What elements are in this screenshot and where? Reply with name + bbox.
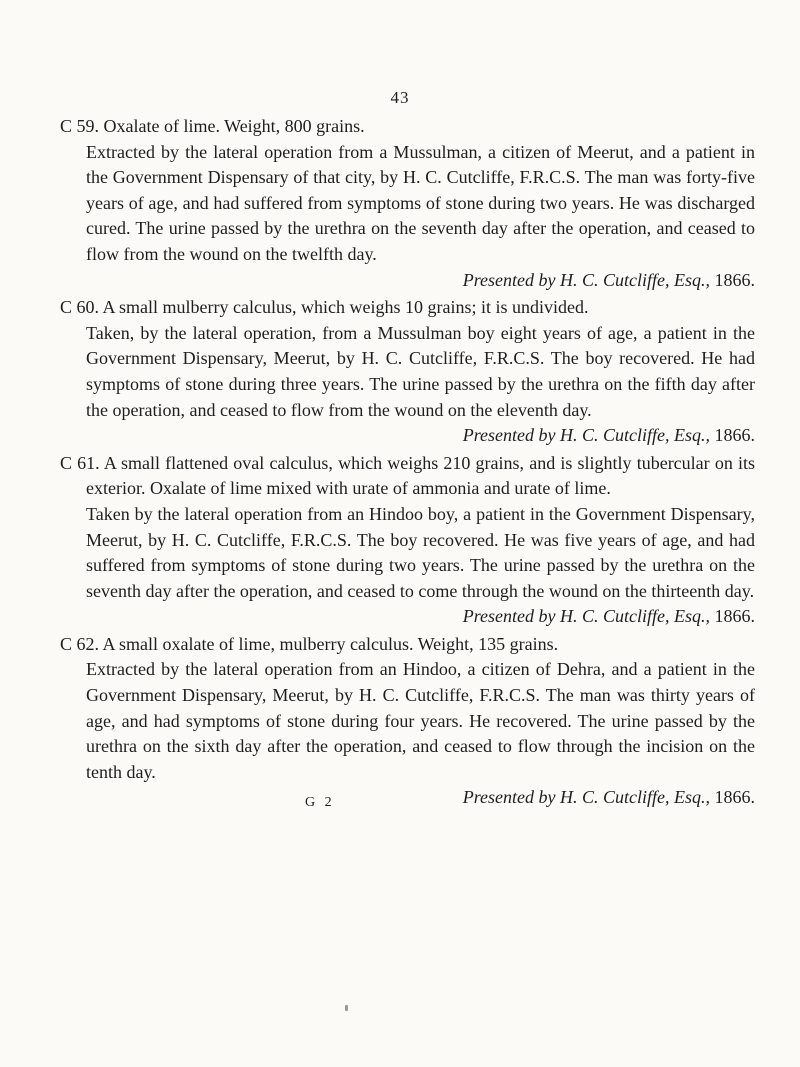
entry-description: A small oxalate of lime, mulberry calculus. Weight, 135 grains.	[102, 633, 559, 654]
entry-credit	[60, 785, 755, 811]
entry-description: A small mulberry calculus, which weighs 10 grains; it is undivided.	[102, 297, 589, 318]
catalogue-entry-c60	[60, 295, 755, 449]
credit-year: 1866.	[714, 269, 755, 290]
entry-description: Oxalate of lime. Weight, 800 grains.	[103, 116, 365, 136]
credit-year: 1866.	[714, 425, 755, 446]
catalogue-entry-c62	[60, 632, 755, 811]
entry-paragraph: Extracted by the lateral operation from an Hindoo, a citizen of Dehra, and a patient in the Government Dispensary, Meerut, by H. C. Cutcliffe, F.R.C.S. The man was thirty years of age, and had symptoms of stone during four years. He recovered. The urine passed by the urethra on the sixth day after the operation, and ceased to flow through the incision on the tenth day.	[86, 659, 755, 782]
entry-id: C 62.	[60, 633, 100, 654]
credit-presenter: Presented by H. C. Cutcliffe, Esq.,	[462, 269, 710, 290]
catalogue-entry-c59	[60, 114, 755, 293]
catalogue-entry-c61	[60, 451, 755, 630]
entry-paragraph: Taken by the lateral operation from an Hindoo boy, a patient in the Government Dispensary, Meerut, by H. C. Cutcliffe, F.R.C.S. The boy recovered. He was five years of age, and had suffered from symptoms of stone during two years. The urine passed by the urethra on the seventh day after the operation, and ceased to come through the wound on the thirteenth day.	[86, 503, 755, 601]
entry-paragraph: Taken, by the lateral operation, from a Mussulman boy eight years of age, a patient in the Government Dispensary, Meerut, by H. C. Cutcliffe, F.R.C.S. The boy recovered. He had symptoms of stone during three years. The urine passed by the urethra on the fifth day after the operation, and ceased to flow from the wound on the eleventh day.	[86, 322, 755, 420]
signature-mark: G 2	[305, 795, 335, 810]
entry-description: A small flattened oval calculus, which weighs 210 grains, and is slightly tubercular on its exterior. Oxalate of lime mixed with urate of ammonia and urate of lime.	[86, 452, 755, 499]
page-body	[60, 114, 755, 813]
entry-credit	[60, 423, 755, 449]
ink-speck	[345, 1005, 348, 1011]
entry-id: C 61.	[60, 452, 100, 473]
entry-paragraph: Extracted by the lateral operation from a Mussulman, a citizen of Meerut, and a patient in the Government Dispensary of that city, by H. C. Cutcliffe, F.R.C.S. The man was forty-five years of age, and had suffered from symptoms of stone during two years. He was discharged cured. The urine passed by the urethra on the seventh day after the operation, and ceased to flow from the wound on the twelfth day.	[86, 141, 755, 264]
credit-presenter: Presented by H. C. Cutcliffe, Esq.,	[462, 606, 710, 627]
entry-id: C 59.	[60, 116, 100, 136]
credit-presenter: Presented by H. C. Cutcliffe, Esq.,	[462, 425, 710, 446]
entry-id: C 60.	[60, 297, 100, 318]
credit-year: 1866.	[714, 787, 755, 808]
credit-year: 1866.	[714, 606, 755, 627]
entry-credit	[60, 604, 755, 630]
credit-presenter: Presented by H. C. Cutcliffe, Esq.,	[462, 787, 710, 808]
entry-credit	[60, 268, 755, 294]
page-number: 43	[390, 88, 410, 107]
